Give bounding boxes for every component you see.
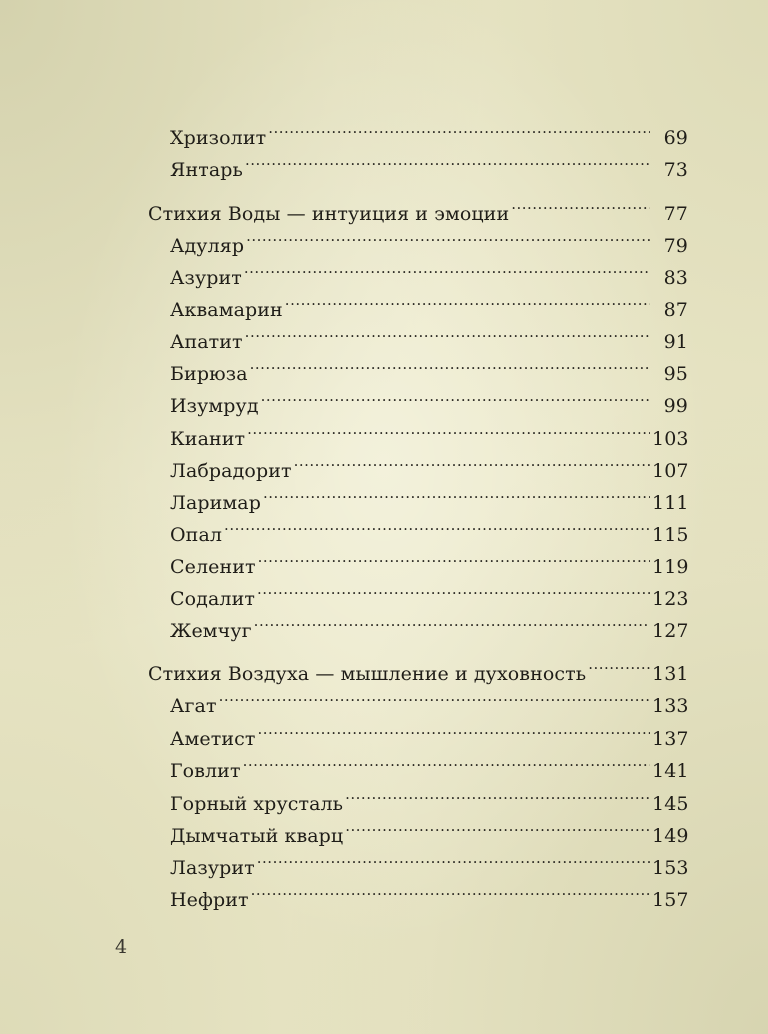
dot-leader [511,188,650,220]
toc-entry-label: Азурит [170,267,242,289]
dot-leader [261,380,650,412]
toc-entry [170,284,688,321]
toc-entry [170,874,689,911]
toc-entry [170,413,689,450]
dot-leader [244,252,650,284]
toc-entry-label: Агат [170,695,217,717]
toc-entry-page: 111 [652,492,689,514]
toc-entry [170,713,689,750]
dot-leader [257,713,650,745]
toc-entry-label: Ларимар [170,492,261,514]
dot-leader [345,778,650,810]
toc-entry-label: Аметист [170,728,256,750]
toc-entry [170,573,689,610]
toc-entry [170,810,689,847]
toc-entry-label: Хризолит [170,127,267,149]
dot-leader [251,874,650,906]
toc-entry [170,541,689,578]
toc-entry-label: Лабрадорит [170,460,292,482]
dot-leader [345,810,650,842]
toc-entry-page: 123 [652,588,689,610]
toc-entry [170,144,688,181]
toc-section [148,648,689,685]
dot-leader [245,144,650,176]
toc-entry [170,509,689,546]
toc-entry [170,680,689,717]
dot-leader [294,445,650,477]
page-number: 4 [115,936,128,958]
toc-entry-label: Аквамарин [170,299,283,321]
dot-leader [243,745,650,777]
toc-entry-label: Содалит [170,588,255,610]
toc-section-label: Стихия Воды — интуиция и эмоции [148,203,510,225]
toc-entry [170,316,688,353]
toc-entry-page: 87 [663,299,688,321]
toc-entry [170,348,688,385]
toc-section [148,188,688,225]
dot-leader [245,316,650,348]
toc-entry-page: 153 [652,857,689,879]
dot-leader [250,348,650,380]
toc-entry-label: Янтарь [170,159,243,181]
toc-entry-page: 73 [663,159,688,181]
toc-entry-page: 79 [663,235,688,257]
toc-entry-label: Горный хрусталь [170,793,344,815]
toc-entry-page: 99 [663,395,688,417]
toc-section-page: 131 [652,663,689,685]
toc-entry-page: 107 [652,460,689,482]
dot-leader [588,648,650,680]
toc-entry-page: 137 [652,728,689,750]
toc-section-label: Стихия Воздуха — мышление и духовность [148,663,587,685]
dot-leader [263,477,650,509]
toc-entry-page: 69 [663,127,688,149]
toc-entry-page: 95 [663,363,688,385]
dot-leader [268,112,650,144]
dot-leader [246,220,650,252]
toc-entry [170,778,689,815]
toc-entry-page: 157 [652,889,689,911]
dot-leader [219,680,650,712]
dot-leader [285,284,650,316]
toc-entry-page: 145 [652,793,689,815]
toc-entry-label: Лазурит [170,857,255,879]
toc-entry [170,220,688,257]
toc-entry-label: Адуляр [170,235,245,257]
toc-entry-label: Говлит [170,760,241,782]
toc-entry-page: 141 [652,760,689,782]
toc-entry-label: Кианит [170,428,246,450]
dot-leader [224,509,650,541]
toc-entry-page: 149 [652,825,689,847]
dot-leader [247,413,650,445]
toc-entry-label: Селенит [170,556,256,578]
toc-entry-page: 83 [663,267,688,289]
dot-leader [258,541,650,573]
toc-entry-label: Опал [170,524,223,546]
toc-entry-page: 127 [652,620,689,642]
toc-entry [170,252,688,289]
dot-leader [254,605,650,637]
toc-entry [170,745,689,782]
toc-entry-label: Изумруд [170,395,259,417]
toc-entry-label: Апатит [170,331,243,353]
toc-entry [170,112,688,149]
toc-entry-page: 119 [652,556,689,578]
toc-entry-page: 91 [663,331,688,353]
toc-entry-label: Жемчуг [170,620,252,642]
toc-entry [170,445,689,482]
toc-entry-page: 133 [652,695,689,717]
toc-entry-page: 103 [652,428,689,450]
dot-leader [257,573,650,605]
toc-entry [170,477,689,514]
toc-entry [170,842,689,879]
toc-entry-page: 115 [652,524,689,546]
toc-entry-label: Бирюза [170,363,248,385]
toc-entry-label: Дымчатый кварц [170,825,344,847]
dot-leader [257,842,650,874]
toc-entry-label: Нефрит [170,889,249,911]
toc-entry [170,605,689,642]
toc-section-page: 77 [663,203,688,225]
toc-entry [170,380,688,417]
